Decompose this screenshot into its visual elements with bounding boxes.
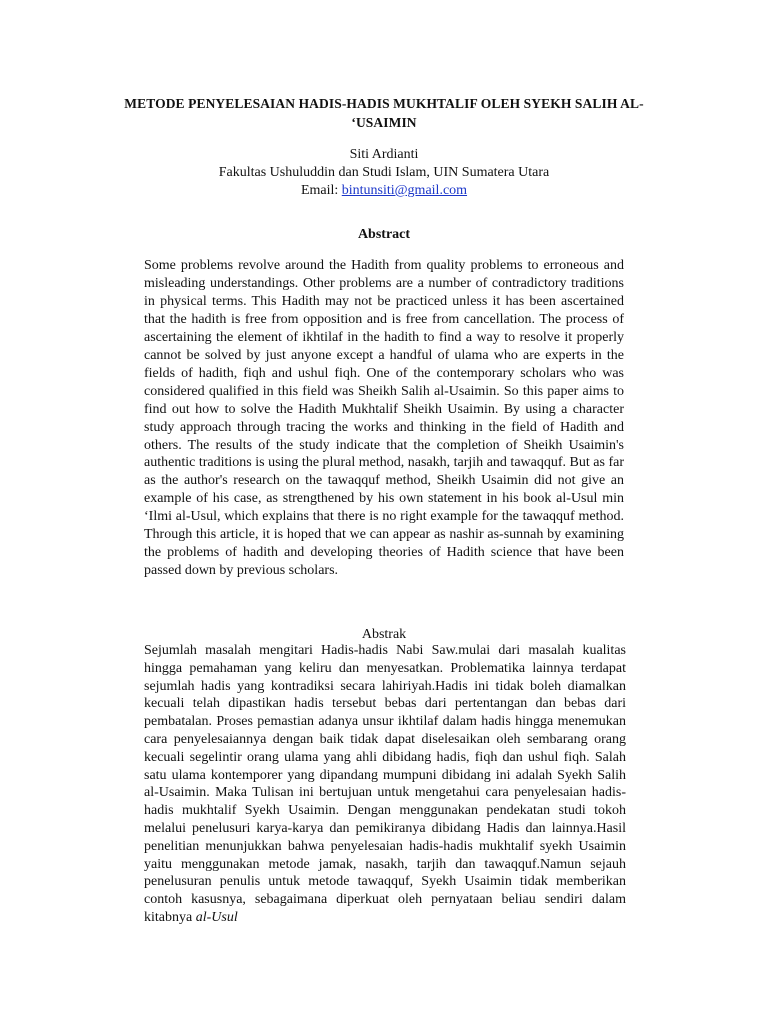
abstract-english-text: Some problems revolve around the Hadith from quality problems to erroneous and misleading understandings. Other problems are a number of contradictory traditions in physical terms. This Hadith may not be practiced unless it has been ascertained that the hadith is free from opposition and is free from cancellation. The process of ascertaining the element of ikhtilaf in the hadith to find a way to resolve it properly cannot be solved by just anyone except a handful of ulama who are experts in the fields of hadith, fiqh and ushul fiqh. One of the contemporary scholars who was considered qualified in this field was Sheikh Salih al-Usaimin. So this paper aims to find out how to solve the Hadith Mukhtalif Sheikh Usaimin. By using a character study approach through tracing the works and thinking in the field of Hadith and others. The results of the study indicate that the completion of Sheikh Usaimin's authentic traditions is using the plural method, nasakh, tarjih and tawaqquf. But as far as the author's research on the tawaqquf method, Sheikh Usaimin did not give an example of his case, as strengthened by his own statement in his book al-Usul min ‘Ilmi al-Usul, which explains that there is no right example for the tawaqquf method. Through this article, it is hoped that we can appear as nashir as-sunnah by examining the problems of hadith and developing theories of Hadith science that have been passed down by previous scholars. <box>144 258 624 579</box>
author-email-line <box>90 182 678 200</box>
paper-title <box>90 94 678 132</box>
author-name: Siti Ardianti <box>349 147 419 162</box>
abstrak-indonesian-text <box>144 642 626 927</box>
author-affiliation: Fakultas Ushuluddin dan Studi Islam, UIN Sumatera Utara <box>218 165 550 180</box>
email-link[interactable]: bintunsiti@gmail.com <box>341 183 468 198</box>
email-label: Email: <box>300 183 342 198</box>
abstrak-heading: Abstrak <box>361 627 407 642</box>
abstrak-italic-tail: al-Usul <box>195 909 238 925</box>
paper-title-line-2: ‘USAIMIN <box>351 115 417 130</box>
paper-title-line-1: METODE PENYELESAIAN HADIS-HADIS MUKHTALIF OLEH SYEKH SALIH AL- <box>124 96 644 111</box>
abstract-heading: Abstract <box>357 227 411 242</box>
author-block <box>90 146 678 200</box>
abstrak-body: Sejumlah masalah mengitari Hadis-hadis Nabi Saw.mulai dari masalah kualitas hingga pemahaman yang keliru dan menyesatkan. Problematika lainnya terdapat sejumlah hadis yang kontradiksi secara lahiriyah.Hadis ini tidak boleh diamalkan kecuali telah dipastikan hadis tersebut bebas dari pertentangan dan bebas dari pembatalan. Proses pemastian adanya unsur ikhtilaf dalam hadis hingga menemukan cara penyelesaiannya dengan baik tidak dapat diselesaikan oleh sembarang orang kecuali segelintir orang ulama yang ahli dibidang hadis, fiqh dan ushul fiqh. Salah satu ulama kontemporer yang dipandang mumpuni dibidang ini adalah Syekh Salih al-Usaimin. Maka Tulisan ini bertujuan untuk mengetahui cara penyelesaian hadis-hadis mukhtalif Syekh Usaimin. Dengan menggunakan pendekatan studi tokoh melalui penelusuri karya-karya dan pemikiranya dibidang Hadis dan lainnya.Hasil penelitian menunjukkan bahwa penyelesaian hadis-hadis mukhtalif syekh Usaimin yaitu menggunakan metode jamak, nasakh, tarjih dan tawaqquf.Namun sejauh penelusuran penulis untuk metode tawaqquf, Syekh Usaimin tidak memberikan contoh kasusnya, sebagaimana diperkuat oleh pernyataan beliau sendiri dalam kitabnya <box>144 643 626 925</box>
